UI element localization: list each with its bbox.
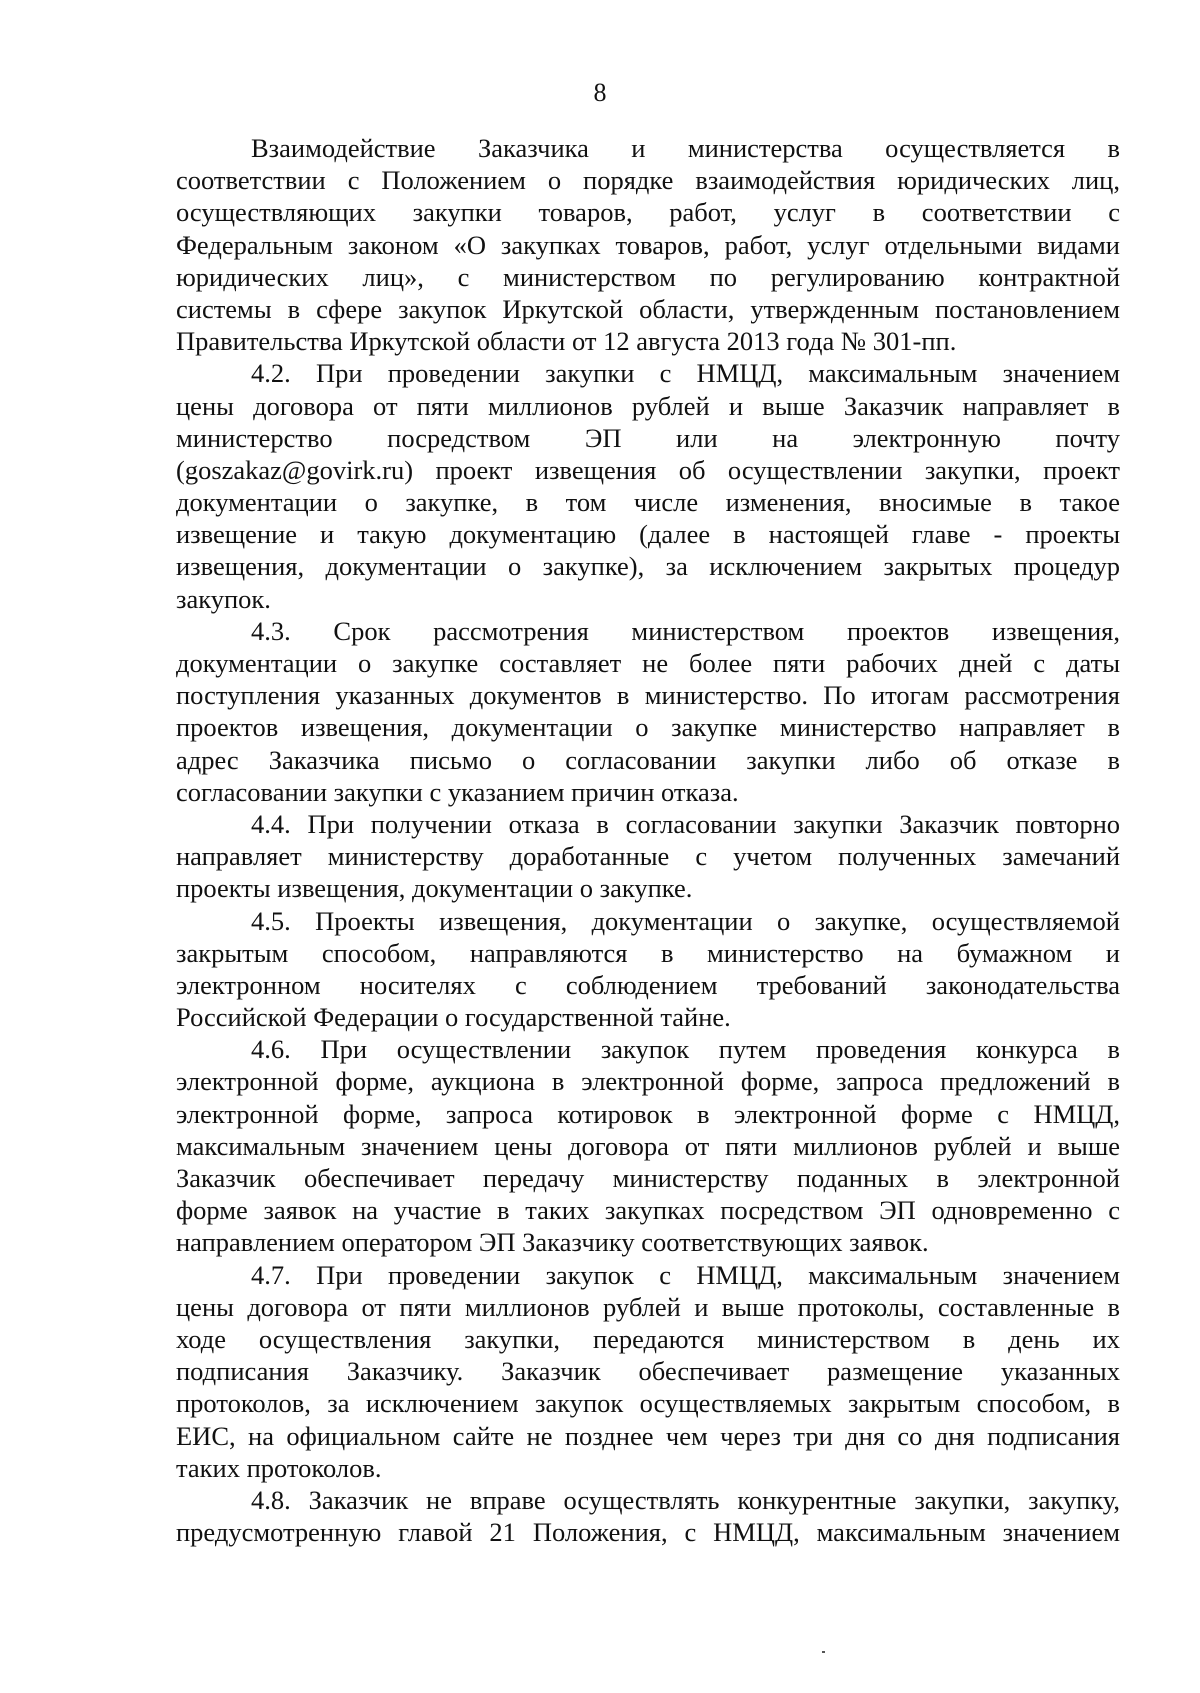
text-line: направляет министерству доработанные с учетом полученных замечаний	[176, 841, 1120, 872]
text-line: извещения, документации о закупке), за исключением закрытых процедур	[176, 551, 1120, 582]
text-line: извещение и такую документацию (далее в настоящей главе - проекты	[176, 519, 1120, 550]
text-line: электронном носителях с соблюдением требований законодательства	[176, 969, 1120, 1000]
text-line: ЕИС, на официальном сайте не позднее чем через три дня со дня подписания	[176, 1420, 1120, 1451]
text-line: согласовании закупки с указанием причин отказа.	[176, 776, 739, 807]
text-line: 4.8. Заказчик не вправе осуществлять конкурентные закупки, закупку,	[251, 1484, 1120, 1515]
text-line: предусмотренную главой 21 Положения, с НМЦД, максимальным значением	[176, 1517, 1120, 1548]
text-line: Правительства Иркутской области от 12 августа 2013 года № 301-пп.	[176, 326, 957, 357]
text-line: системы в сфере закупок Иркутской области, утвержденным постановлением	[176, 293, 1120, 324]
text-line: 4.2. При проведении закупки с НМЦД, максимальным значением	[251, 358, 1120, 389]
page-number: 8	[593, 78, 607, 107]
text-line: электронной форме, запроса котировок в электронной форме с НМЦД,	[176, 1098, 1120, 1129]
text-line: подписания Заказчику. Заказчик обеспечивает размещение указанных	[176, 1356, 1120, 1387]
text-line: юридических лиц», с министерством по регулированию контрактной	[176, 261, 1120, 292]
text-line: проекты извещения, документации о закупке.	[176, 873, 693, 904]
text-line: министерство посредством ЭП или на электронную почту	[176, 422, 1120, 453]
text-line: цены договора от пяти миллионов рублей и выше протоколы, составленные в	[176, 1291, 1120, 1322]
text-line: Взаимодействие Заказчика и министерства осуществляется в	[251, 133, 1120, 163]
text-line: 4.6. При осуществлении закупок путем проведения конкурса в	[251, 1034, 1120, 1065]
text-line: проектов извещения, документации о закупке министерство направляет в	[176, 712, 1120, 743]
text-line: Заказчик обеспечивает передачу министерству поданных в электронной	[176, 1163, 1120, 1193]
text-line: 4.4. При получении отказа в согласовании закупки Заказчик повторно	[251, 808, 1120, 839]
text-line: документации о закупке, в том числе изменения, вносимые в такое	[176, 487, 1120, 518]
text-line: 4.3. Срок рассмотрения министерством проектов извещения,	[251, 615, 1120, 646]
text-line: электронной форме, аукциона в электронной форме, запроса предложений в	[176, 1066, 1120, 1097]
text-line: документации о закупке составляет не более пяти рабочих дней с даты	[176, 648, 1120, 678]
text-line: (goszakaz@govirk.ru) проект извещения об осуществлении закупки, проект	[176, 454, 1120, 485]
text-line: максимальным значением цены договора от пяти миллионов рублей и выше	[176, 1130, 1120, 1161]
text-line: 4.7. При проведении закупок с НМЦД, максимальным значением	[251, 1259, 1120, 1290]
scan-speck	[822, 1651, 825, 1653]
text-line: закупок.	[176, 583, 271, 614]
text-line: Российской Федерации о государственной тайне.	[176, 1002, 731, 1033]
text-line: соответствии с Положением о порядке взаимодействия юридических лиц,	[176, 165, 1120, 196]
text-line: ходе осуществления закупки, передаются министерством в день их	[176, 1323, 1120, 1354]
text-line: осуществляющих закупки товаров, работ, услуг в соответствии с	[176, 197, 1120, 228]
text-line: закрытым способом, направляются в министерство на бумажном и	[176, 937, 1120, 968]
text-line: направлением оператором ЭП Заказчику соответствующих заявок.	[176, 1227, 929, 1258]
body-text	[176, 132, 1120, 1548]
text-line: цены договора от пяти миллионов рублей и выше Заказчик направляет в	[176, 390, 1120, 421]
text-line: адрес Заказчика письмо о согласовании закупки либо об отказе в	[176, 744, 1120, 775]
text-line: 4.5. Проекты извещения, документации о закупке, осуществляемой	[251, 905, 1120, 936]
text-line: Федеральным законом «О закупках товаров, работ, услуг отдельными видами	[176, 229, 1120, 260]
text-line: поступления указанных документов в министерство. По итогам рассмотрения	[176, 680, 1120, 711]
text-line: протоколов, за исключением закупок осуществляемых закрытым способом, в	[176, 1388, 1120, 1419]
text-line: таких протоколов.	[176, 1452, 382, 1483]
text-line: форме заявок на участие в таких закупках посредством ЭП одновременно с	[176, 1195, 1120, 1226]
